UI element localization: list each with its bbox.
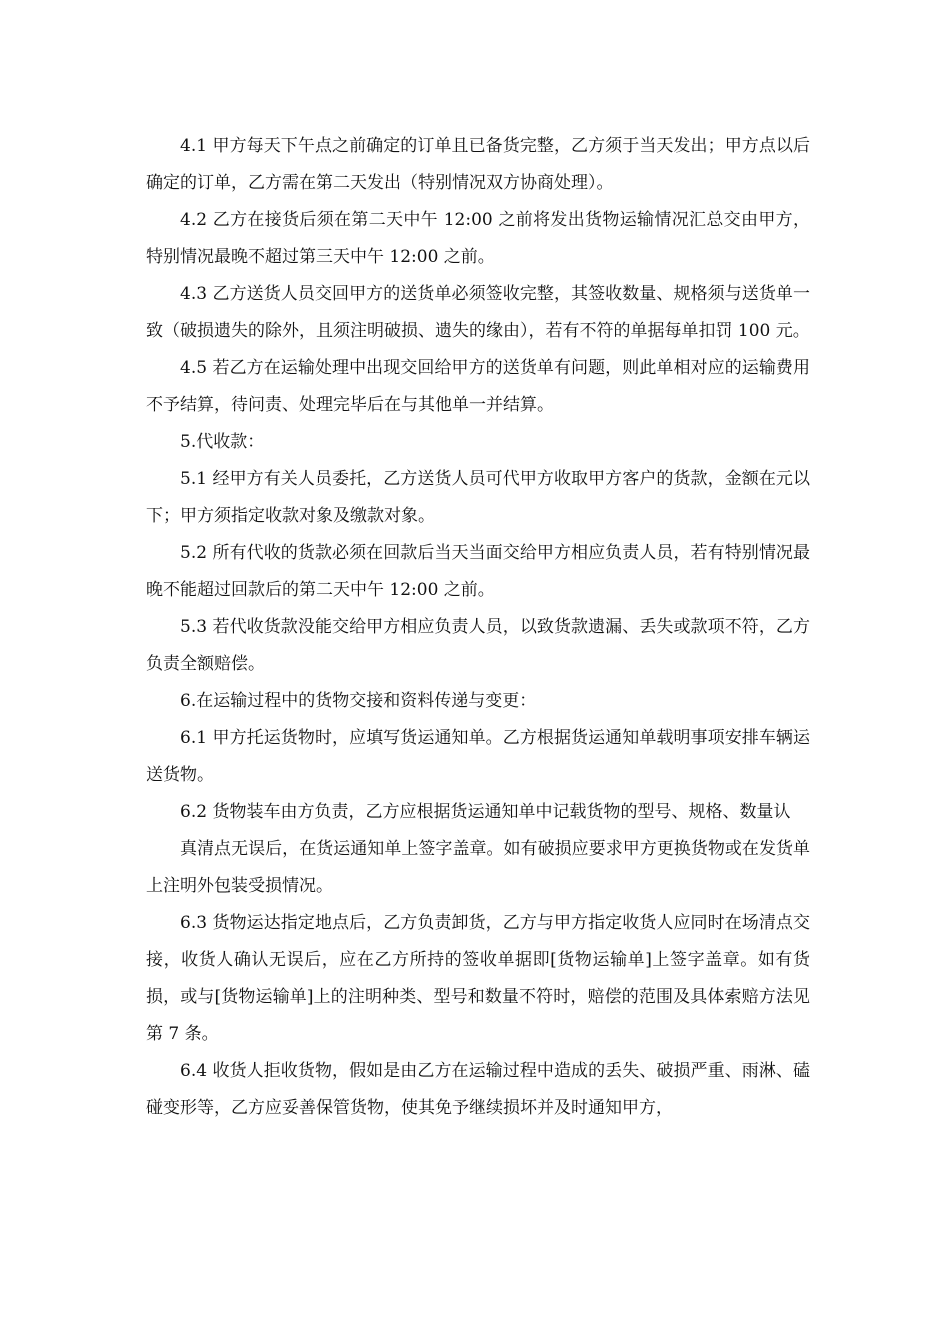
- section-heading-6: 6.在运输过程中的货物交接和资料传递与变更：: [180, 691, 537, 711]
- paragraph-4-3: 4.3 乙方送货人员交回甲方的送货单必须签收完整，其签收数量、规格须与送货单一致（破损遗失的除外，且须注明破损、遗失的缘由），若有不符的单据每单扣罚 100 元。: [146, 284, 810, 341]
- paragraph-5-1: 5.1 经甲方有关人员委托，乙方送货人员可代甲方收取甲方客户的货款，金额在元以下；甲方须指定收款对象及缴款对象。: [146, 469, 810, 526]
- section-heading-5: 5.代收款：: [180, 432, 265, 452]
- paragraph-6-1: 6.1 甲方托运货物时，应填写货运通知单。乙方根据货运通知单载明事项安排车辆运送货物。: [146, 728, 810, 785]
- document-body: [146, 128, 810, 1127]
- paragraph-6-2-continued: 真清点无误后，在货运通知单上签字盖章。如有破损应要求甲方更换货物或在发货单上注明外包装受损情况。: [146, 839, 810, 896]
- paragraph-5-3: 5.3 若代收货款没能交给甲方相应负责人员，以致货款遗漏、丢失或款项不符，乙方负责全额赔偿。: [146, 617, 810, 674]
- paragraph-4-1: 4.1 甲方每天下午点之前确定的订单且已备货完整，乙方须于当天发出；甲方点以后确定的订单，乙方需在第二天发出（特别情况双方协商处理）。: [146, 136, 810, 193]
- paragraph-4-2: 4.2 乙方在接货后须在第二天中午 12:00 之前将发出货物运输情况汇总交由甲方，特别情况最晚不超过第三天中午 12:00 之前。: [146, 210, 810, 267]
- paragraph-6-4: 6.4 收货人拒收货物，假如是由乙方在运输过程中造成的丢失、破损严重、雨淋、磕碰变形等，乙方应妥善保管货物，使其免予继续损坏并及时通知甲方，: [146, 1061, 810, 1118]
- paragraph-5-2: 5.2 所有代收的货款必须在回款后当天当面交给甲方相应负责人员，若有特别情况最晚不能超过回款后的第二天中午 12:00 之前。: [146, 543, 810, 600]
- paragraph-6-3: 6.3 货物运达指定地点后，乙方负责卸货，乙方与甲方指定收货人应同时在场清点交接，收货人确认无误后，应在乙方所持的签收单据即[货物运输单]上签字盖章。如有货损，或与[货物运输单]上的注明种类、型号和数量不符时，赔偿的范围及具体索赔方法见第 7 条。: [146, 913, 810, 1044]
- paragraph-4-5: 4.5 若乙方在运输处理中出现交回给甲方的送货单有问题，则此单相对应的运输费用不予结算，待问责、处理完毕后在与其他单一并结算。: [146, 358, 810, 415]
- paragraph-6-2: 6.2 货物装车由方负责，乙方应根据货运通知单中记载货物的型号、规格、数量认: [180, 802, 791, 822]
